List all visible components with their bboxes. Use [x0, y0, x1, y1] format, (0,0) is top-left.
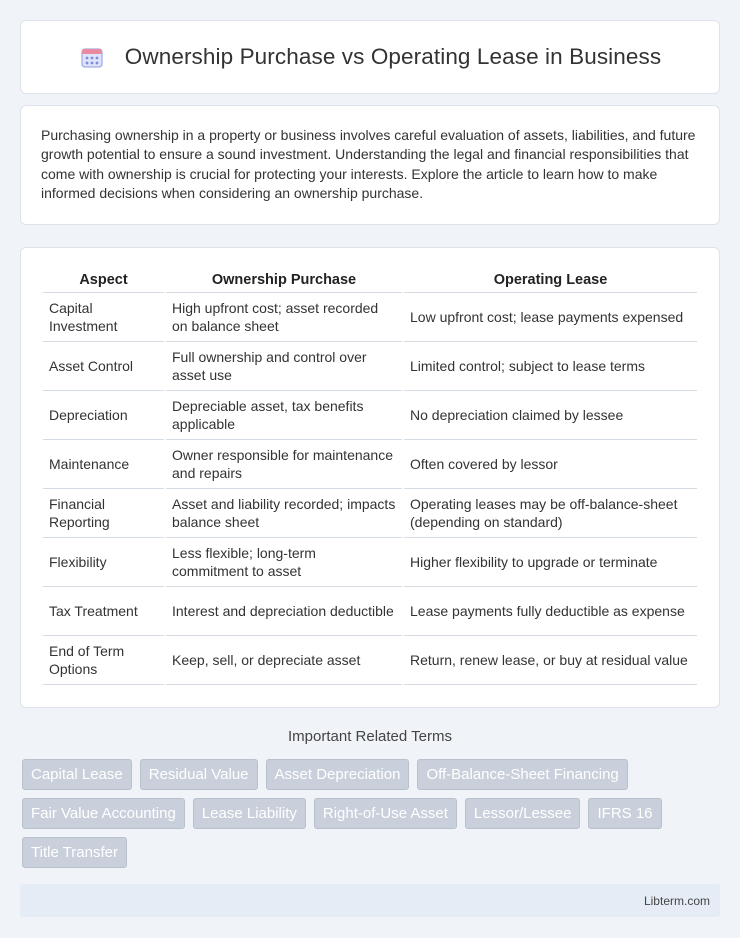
cell-aspect: Asset Control	[43, 342, 164, 391]
related-terms-title: Important Related Terms	[288, 728, 452, 746]
tag-lessor-lessee[interactable]: Lessor/Lessee	[465, 798, 581, 829]
cell-ownership: Keep, sell, or depreciate asset	[166, 636, 402, 685]
comparison-table	[41, 266, 699, 685]
header-operating-lease: Operating Lease	[404, 266, 697, 293]
table-row	[43, 587, 697, 636]
calendar-icon	[79, 44, 105, 70]
table-row	[43, 391, 697, 440]
cell-ownership: Owner responsible for maintenance and repairs	[166, 440, 402, 489]
cell-aspect: End of Term Options	[43, 636, 164, 685]
tag-off-balance-sheet-financing[interactable]: Off-Balance-Sheet Financing	[417, 759, 627, 790]
cell-ownership: High upfront cost; asset recorded on balance sheet	[166, 293, 402, 342]
page-title: Ownership Purchase vs Operating Lease in Business	[124, 44, 662, 69]
footer-site-link[interactable]: Libterm.com	[643, 893, 710, 908]
related-terms-section	[0, 728, 740, 868]
cell-lease: Lease payments fully deductible as expense	[404, 587, 697, 636]
header-aspect: Aspect	[43, 266, 164, 293]
intro-section	[20, 105, 720, 225]
tag-fair-value-accounting[interactable]: Fair Value Accounting	[22, 798, 185, 829]
cell-ownership: Less flexible; long-term commitment to asset	[166, 538, 402, 587]
intro-text: Purchasing ownership in a property or business involves careful evaluation of assets, liabilities, and future growth potential to ensure a sound investment. Understanding the legal and financial responsibilities that come with ownership is crucial for protecting your interests. Explore the article to learn how to make informed decisions when considering an ownership purchase.	[41, 127, 696, 201]
tag-ifrs-16[interactable]: IFRS 16	[588, 798, 661, 829]
cell-lease: Operating leases may be off-balance-sheet (depending on standard)	[404, 489, 697, 538]
cell-ownership: Interest and depreciation deductible	[166, 587, 402, 636]
cell-aspect: Depreciation	[43, 391, 164, 440]
tag-right-of-use-asset[interactable]: Right-of-Use Asset	[314, 798, 457, 829]
tag-title-transfer[interactable]: Title Transfer	[22, 837, 127, 868]
tag-capital-lease[interactable]: Capital Lease	[22, 759, 132, 790]
table-row	[43, 293, 697, 342]
cell-ownership: Depreciable asset, tax benefits applicable	[166, 391, 402, 440]
cell-aspect: Financial Reporting	[43, 489, 164, 538]
table-header-row	[43, 266, 697, 293]
tag-asset-depreciation[interactable]: Asset Depreciation	[266, 759, 410, 790]
cell-lease: Return, renew lease, or buy at residual value	[404, 636, 697, 685]
cell-aspect: Capital Investment	[43, 293, 164, 342]
cell-lease: Low upfront cost; lease payments expensed	[404, 293, 697, 342]
cell-lease: Higher flexibility to upgrade or terminate	[404, 538, 697, 587]
header-ownership-purchase: Ownership Purchase	[166, 266, 402, 293]
table-row	[43, 440, 697, 489]
related-terms-tags	[0, 759, 740, 868]
cell-lease: Often covered by lessor	[404, 440, 697, 489]
cell-aspect: Flexibility	[43, 538, 164, 587]
cell-aspect: Maintenance	[43, 440, 164, 489]
cell-lease: Limited control; subject to lease terms	[404, 342, 697, 391]
footer	[20, 884, 720, 917]
cell-ownership: Full ownership and control over asset use	[166, 342, 402, 391]
cell-aspect: Tax Treatment	[43, 587, 164, 636]
tag-lease-liability[interactable]: Lease Liability	[193, 798, 306, 829]
cell-ownership: Asset and liability recorded; impacts balance sheet	[166, 489, 402, 538]
page-header	[20, 20, 720, 94]
table-row	[43, 636, 697, 685]
comparison-table-card	[20, 247, 720, 708]
table-row	[43, 489, 697, 538]
tag-residual-value[interactable]: Residual Value	[140, 759, 258, 790]
table-row	[43, 538, 697, 587]
cell-lease: No depreciation claimed by lessee	[404, 391, 697, 440]
table-row	[43, 342, 697, 391]
